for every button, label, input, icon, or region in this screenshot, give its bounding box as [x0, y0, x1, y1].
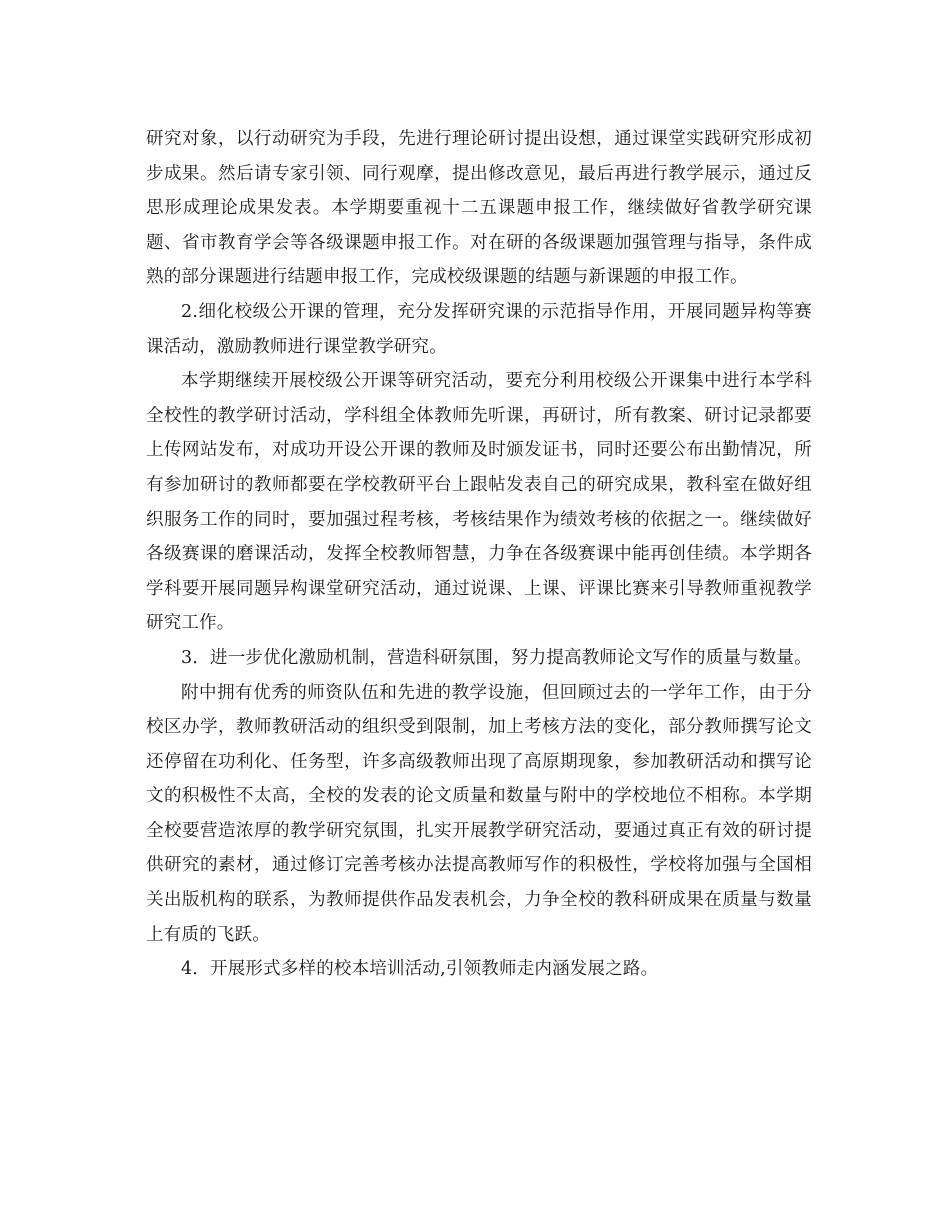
paragraph-incentive-details: 附中拥有优秀的师资队伍和先进的教学设施，但回顾过去的一学年工作，由于分校区办学，教师教研活动的组织受到限制，加上考核方法的变化，部分教师撰写论文还停留在功利化、任务型，许多高级教师出现了高原期现象，参加教研活动和撰写论文的积极性不太高，全校的发表的论文质量和数量与附中的学校地位不相称。本学期全校要营造浓厚的教学研究氛围，扎实开展教学研究活动，要通过真正有效的研讨提供研究的素材，通过修订完善考核办法提高教师写作的积极性，学校将加强与全国相关出版机构的联系，为教师提供作品发表机会，力争全校的教科研成果在质量与数量上有质的飞跃。	[146, 682, 812, 945]
paragraph-open-class-details: 本学期继续开展校级公开课等研究活动，要充分利用校级公开课集中进行本学科全校性的教学研讨活动，学科组全体教师先听课，再研讨，所有教案、研讨记录都要上传网站发布，对成功开设公开课的教师及时颁发证书，同时还要公布出勤情况，所有参加研讨的教师都要在学校教研平台上跟帖发表自己的研究成果，教科室在做好组织服务工作的同时，要加强过程考核，考核结果作为绩效考核的依据之一。继续做好各级赛课的磨课活动，发挥全校教师智慧，力争在各级赛课中能再创佳绩。本学期各学科要开展同题异构课堂研究活动，通过说课、上课、评课比赛来引导教师重视教学研究工作。	[146, 371, 812, 634]
paragraph-research-method: 研究对象，以行动研究为手段，先进行理论研讨提出设想，通过课堂实践研究形成初步成果。然后请专家引领、同行观摩，提出修改意见，最后再进行教学展示，通过反思形成理论成果发表。本学期要重视十二五课题申报工作，继续做好省教学研究课题、省市教育学会等各级课题申报工作。对在研的各级课题加强管理与指导，条件成熟的部分课题进行结题申报工作，完成校级课题的结题与新课题的申报工作。	[146, 129, 812, 288]
paragraph-heading-incentive: 3．进一步优化激励机制，营造科研氛围，努力提高教师论文写作的质量与数量。	[181, 647, 812, 668]
document-body	[146, 122, 812, 987]
paragraph-heading-training: 4．开展形式多样的校本培训活动,引领教师走内涵发展之路。	[181, 959, 659, 980]
paragraph-heading-open-class: 2.细化校级公开课的管理，充分发挥研究课的示范指导作用，开展同题异构等赛课活动，激励教师进行课堂教学研究。	[146, 301, 812, 357]
